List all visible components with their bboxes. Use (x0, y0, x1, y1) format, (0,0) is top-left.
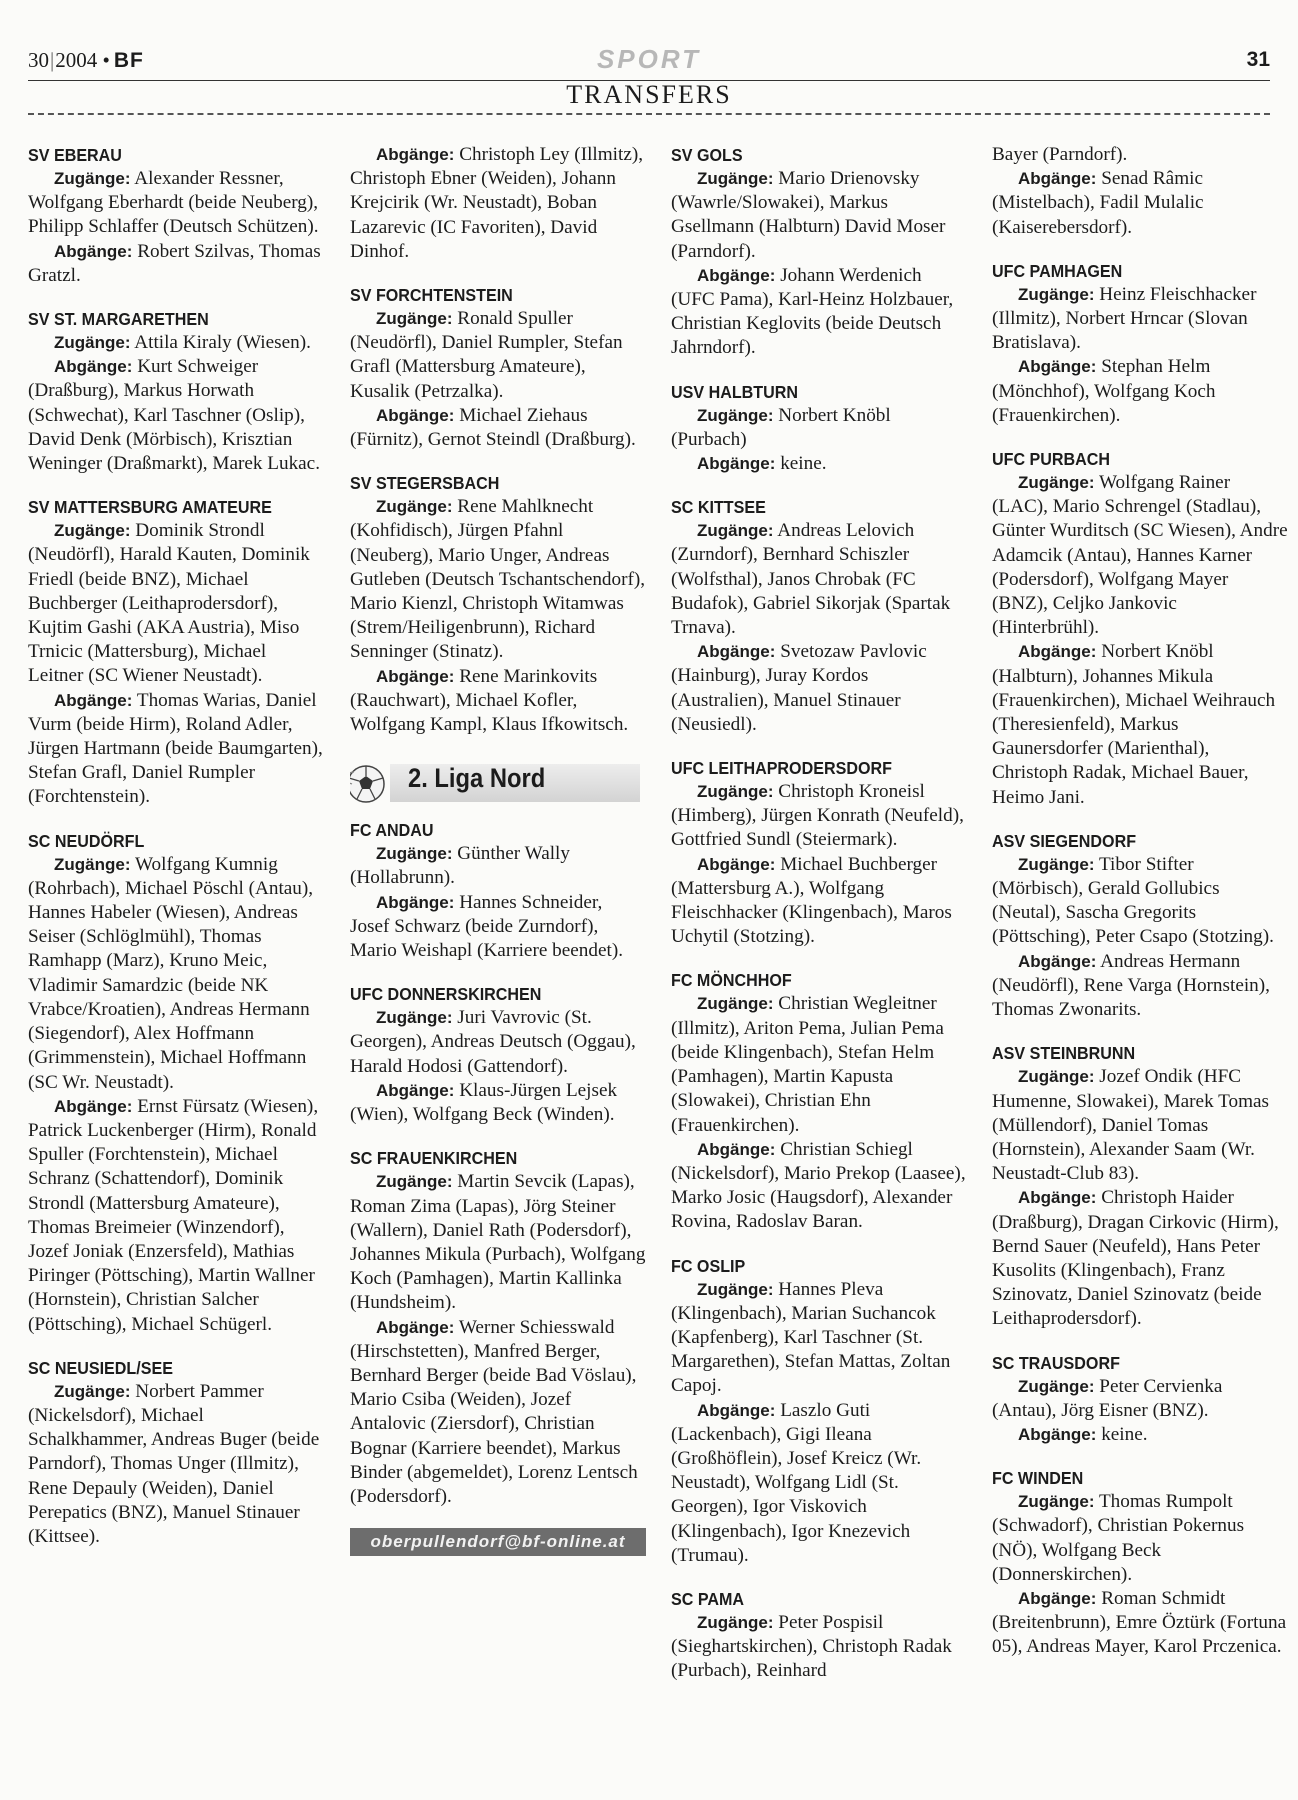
label-zugaenge: Zugänge: (697, 994, 774, 1014)
transfer-text: Juri Vavrovic (St. Georgen), Andreas Deutsch (Oggau), Harald Hodosi (Gattendorf). (350, 1007, 636, 1077)
club-block (28, 829, 324, 1337)
club-name: FC ANDAU (350, 820, 434, 841)
label-zugaenge: Zugänge: (697, 1279, 774, 1299)
club-name: USV HALBTURN (671, 381, 799, 402)
outgoing-transfers (992, 167, 1288, 240)
club-block (671, 143, 967, 361)
label-zugaenge: Zugänge: (1018, 1492, 1095, 1512)
label-abgaenge: Abgänge: (54, 357, 133, 377)
transfer-text: Christian Wegleitner (Illmitz), Ariton Pema, Julian Pema (beide Klingenbach), Stefan Helm (Pamhagen), Martin Kapusta (Slowakei), Christian Ehn (Frauenkirchen). (671, 993, 944, 1136)
label-abgaenge: Abgänge: (697, 454, 776, 474)
transfer-text: Laszlo Guti (Lackenbach), Gigi Ileana (Großhöflein), Josef Kreicz (Wr. Neustadt), Wolfgang Lidl (St. Georgen), Igor Viskovich (Klingenbach), Igor Knezevich (Trumau). (671, 1399, 922, 1566)
transfer-text: Attila Kiraly (Wiesen). (134, 332, 311, 354)
club-name: SC PAMA (671, 1588, 745, 1609)
outgoing-transfers (350, 891, 646, 964)
label-zugaenge: Zugänge: (376, 1172, 453, 1192)
label-abgaenge: Abgänge: (376, 1317, 455, 1337)
transfer-text: keine. (780, 453, 827, 475)
label-abgaenge: Abgänge: (1018, 1188, 1097, 1208)
club-block (28, 307, 324, 476)
label-zugaenge: Zugänge: (376, 497, 453, 517)
club-name: FC OSLIP (671, 1255, 746, 1276)
label-zugaenge: Zugänge: (376, 1008, 453, 1028)
club-name: SC FRAUENKIRCHEN (350, 1148, 518, 1169)
label-abgaenge: Abgänge: (1018, 951, 1097, 971)
label-abgaenge: Abgänge: (376, 405, 455, 425)
label-zugaenge: Zugänge: (376, 309, 453, 329)
transfer-text: Christoph Ley (Illmitz), Christoph Ebner (Weiden), Johann Krejcirik (Wr. Neustadt), Boban Lazarevic (IC Favoriten), David Dinhof. (350, 144, 644, 262)
transfer-text: Mario Drienovsky (Wawrle/Slowakei), Markus Gsellmann (Halbturn) David Moser (Parndorf). (671, 168, 946, 262)
transfer-text: Norbert Knöbl (Halbturn), Johannes Mikula (Frauenkirchen), Michael Weihrauch (Theresienfeld), Markus Gaunersdorfer (Marienthal), Christoph Radak, Michael Bauer, Heimo Jani. (992, 641, 1276, 808)
label-zugaenge: Zugänge: (1018, 1376, 1095, 1396)
transfer-text: Ronald Spuller (Neudörfl), Daniel Rumpler, Stefan Grafl (Mattersburg Amateure), Kusalik (Petrzalka). (350, 308, 623, 402)
incoming-transfers (671, 1611, 967, 1684)
incoming-transfers (28, 853, 324, 1095)
label-abgaenge: Abgänge: (697, 1400, 776, 1420)
club-name: SV ST. MARGARETHEN (28, 309, 209, 330)
outgoing-transfers (28, 1095, 324, 1337)
club-block (992, 259, 1288, 428)
transfer-text: Thomas Warias, Daniel Vurm (beide Hirm), Roland Adler, Jürgen Hartmann (beide Baumgarten), Stefan Grafl, Daniel Rumpler (Forchtenstein). (28, 689, 323, 808)
transfer-text: Klaus-Jürgen Lejsek (Wien), Wolfgang Beck (Winden). (350, 1079, 618, 1126)
transfer-text: Wolfgang Kumnig (Rohrbach), Michael Pöschl (Antau), Hannes Habeler (Wiesen), Andreas Seiser (Schlöglmühl), Thomas Ramhapp (Marz), Kruno Meic, Vladimir Samardzic (beide NK Vrabce/Kroatien), Andreas Hermann (Siegendorf), Alex Hoffmann (Grimmenstein), Michael Hoffmann (SC Wr. Neustadt). (28, 853, 314, 1093)
transfer-text: Stephan Helm (Mönchhof), Wolfgang Koch (Frauenkirchen). (992, 356, 1216, 426)
incoming-transfers (992, 283, 1288, 356)
club-block (992, 447, 1288, 810)
label-abgaenge: Abgänge: (1018, 169, 1097, 189)
transfer-text: Michael Ziehaus (Fürnitz), Gernot Steindl (Draßburg). (350, 404, 636, 451)
club-block (350, 283, 646, 452)
transfer-text: Thomas Rumpolt (Schwadorf), Christian Pokernus (NÖ), Wolfgang Beck (Donnerskirchen). (992, 1491, 1245, 1585)
page-title: TRANSFERS (566, 80, 732, 109)
club-block (28, 495, 324, 809)
club-name: ASV STEINBRUNN (992, 1043, 1136, 1064)
label-abgaenge: Abgänge: (697, 642, 776, 662)
transfer-text: Robert Szilvas, Thomas Gratzl. (28, 240, 321, 286)
label-zugaenge: Zugänge: (1018, 854, 1095, 874)
label-zugaenge: Zugänge: (697, 521, 774, 541)
label-zugaenge: Zugänge: (1018, 473, 1095, 493)
incoming-transfers (28, 167, 324, 240)
incoming-transfers (992, 1375, 1288, 1423)
club-name: UFC PAMHAGEN (992, 260, 1123, 281)
label-zugaenge: Zugänge: (697, 782, 774, 802)
label-abgaenge: Abgänge: (1018, 1424, 1097, 1444)
club-name: FC MÖNCHHOF (671, 970, 792, 991)
incoming-transfers (350, 842, 646, 890)
section-label: SPORT (596, 44, 702, 74)
club-name: SV MATTERSBURG AMATEURE (28, 497, 272, 518)
transfer-text: Kurt Schweiger (Draßburg), Markus Horwath (Schwechat), Karl Taschner (Oslip), David Denk (Mörbisch), Krisztian Weninger (Draßmarkt), Marek Lukac. (28, 356, 320, 475)
transfer-text: Wolfgang Rainer (LAC), Mario Schrengel (Stadlau), Günter Wurditsch (SC Wiesen), Andre Adamcik (Antau), Hannes Karner (Podersdorf), Wolfgang Mayer (BNZ), Celjko Jankovic (Hinterbrühl). (992, 472, 1288, 639)
label-abgaenge: Abgänge: (54, 241, 133, 261)
label-zugaenge: Zugänge: (54, 169, 131, 188)
outgoing-transfers (671, 1399, 967, 1568)
label-zugaenge: Zugänge: (697, 405, 774, 425)
incoming-transfers (671, 992, 967, 1137)
transfer-text: Johann Werdenich (UFC Pama), Karl-Heinz Holzbauer, Christian Keglovits (beide Deutsch Jahrndorf). (671, 264, 954, 359)
outgoing-transfers (350, 143, 646, 264)
outgoing-transfers (992, 950, 1288, 1023)
label-zugaenge: Zugänge: (1018, 1067, 1095, 1087)
transfer-text: Rene Mahlknecht (Kohfidisch), Jürgen Pfahnl (Neuberg), Mario Unger, Andreas Gutleben (Deutsch Tschantschendorf), Mario Kienzl, Christoph Witamwas (Strem/Heiligenbrunn), Richard Senninger (Stinatz). (350, 496, 646, 663)
club-block (992, 1466, 1288, 1659)
page-header (28, 44, 1270, 80)
incoming-transfers (350, 1170, 646, 1315)
label-abgaenge: Abgänge: (54, 1096, 133, 1116)
transfer-text: Alexander Ressner, Wolfgang Eberhardt (beide Neuberg), Philipp Schlaffer (Deutsch Schützen). (28, 168, 319, 238)
label-zugaenge: Zugänge: (54, 1381, 131, 1401)
article-columns (28, 143, 1288, 1793)
club-name: UFC PURBACH (992, 449, 1111, 470)
incoming-transfers (992, 471, 1288, 640)
outgoing-transfers (992, 1587, 1288, 1660)
club-block (350, 982, 646, 1127)
issue-info: 30|2004 • BF (28, 48, 144, 72)
transfer-text: Michael Buchberger (Mattersburg A.), Wolfgang Fleischhacker (Klingenbach), Maros Uchytil (Stotzing). (671, 853, 952, 948)
transfer-text: Senad Râmic (Mistelbach), Fadil Mulalic (Kaiserebersdorf). (992, 168, 1204, 238)
contact-email: oberpullendorf@bf-online.at (350, 1528, 646, 1556)
label-zugaenge: Zugänge: (697, 169, 774, 188)
incoming-transfers (992, 1490, 1288, 1587)
label-abgaenge: Abgänge: (376, 145, 455, 164)
club-block (992, 829, 1288, 1022)
outgoing-transfers (671, 1138, 967, 1235)
dashed-divider (28, 113, 1270, 115)
club-block (992, 1351, 1288, 1448)
club-name: UFC LEITHAPRODERSDORF (671, 758, 892, 779)
club-block (671, 380, 967, 477)
transfer-text: Christoph Haider (Draßburg), Dragan Cirkovic (Hirm), Bernd Sauer (Neufeld), Hans Peter Kusolits (Klingenbach), Franz Szinovatz, Daniel Szinovatz (beide Leithaprodersdorf). (992, 1187, 1279, 1330)
transfer-text: Dominik Strondl (Neudörfl), Harald Kauten, Dominik Friedl (beide BNZ), Michael Buchberger (Leithaprodersdorf), Kujtim Gashi (AKA Austria), Miso Trnicic (Mattersburg), Michael Leitner (SC Wiener Neustadt). (28, 520, 310, 687)
league-title: 2. Liga Nord (408, 763, 546, 794)
transfer-text: Svetozaw Pavlovic (Hainburg), Juray Kordos (Australien), Manuel Stinauer (Neusiedl). (671, 641, 927, 735)
label-abgaenge: Abgänge: (1018, 1588, 1097, 1608)
outgoing-transfers (350, 665, 646, 738)
transfer-text: Andreas Hermann (Neudörfl), Rene Varga (Hornstein), Thomas Zwonarits. (992, 950, 1270, 1021)
club-name: ASV SIEGENDORF (992, 830, 1137, 851)
transfer-text: Günther Wally (Hollabrunn). (350, 843, 570, 889)
transfer-text: Martin Sevcik (Lapas), Roman Zima (Lapas), Jörg Steiner (Wallern), Daniel Rath (Podersdorf), Johannes Mikula (Purbach), Wolfgang Koch (Pamhagen), Martin Kallinka (Hundsheim). (350, 1171, 646, 1314)
transfer-text: Werner Schiesswald (Hirschstetten), Manfred Berger, Bernhard Berger (beide Bad Vöslau), Mario Csiba (Weiden), Jozef Antalovic (Ziersdorf), Christian Bognar (Karriere beendet), Markus Binder (abgemeldet), Lorenz Lentsch (Podersdorf). (350, 1316, 638, 1507)
label-abgaenge: Abgänge: (376, 666, 455, 686)
transfer-text: Jozef Ondik (HFC Humenne, Slowakei), Marek Tomas (Müllendorf), Daniel Tomas (Hornstein), Alexander Saam (Wr. Neustadt-Club 83). (992, 1066, 1269, 1185)
transfer-continuation (992, 143, 1288, 167)
brand-logo: BF (113, 49, 144, 72)
outgoing-transfers (28, 689, 324, 810)
club-block (671, 1587, 967, 1684)
column-1 (28, 143, 324, 1793)
league-heading (350, 756, 646, 814)
club-name: SC TRAUSDORF (992, 1352, 1120, 1373)
outgoing-transfers (350, 1079, 646, 1127)
transfer-text: Norbert Knöbl (Purbach) (671, 404, 891, 450)
club-block (671, 756, 967, 949)
club-block (28, 1356, 324, 1549)
outgoing-transfers (350, 1316, 646, 1510)
transfer-text: Peter Cervienka (Antau), Jörg Eisner (BNZ). (992, 1375, 1223, 1421)
incoming-transfers (671, 404, 967, 452)
label-zugaenge: Zugänge: (697, 1612, 774, 1632)
outgoing-transfers (671, 452, 967, 476)
club-block (28, 143, 324, 288)
incoming-transfers (28, 519, 324, 688)
transfer-text: Christoph Kroneisl (Himberg), Jürgen Konrath (Neufeld), Gottfried Sundl (Steiermark). (671, 781, 964, 851)
soccer-ball-icon (350, 758, 390, 808)
transfer-text: Andreas Lelovich (Zurndorf), Bernhard Schiszler (Wolfsthal), Janos Chrobak (FC Budafok), Gabriel Sikorjak (Spartak Trnava). (671, 520, 951, 639)
label-abgaenge: Abgänge: (1018, 357, 1097, 377)
club-name: SC KITTSEE (671, 497, 766, 518)
club-block (992, 1041, 1288, 1331)
incoming-transfers (671, 1278, 967, 1399)
label-zugaenge: Zugänge: (54, 521, 131, 541)
label-abgaenge: Abgänge: (54, 690, 133, 710)
club-block (671, 968, 967, 1234)
incoming-transfers (992, 1065, 1288, 1186)
club-name: SV FORCHTENSTEIN (350, 285, 513, 306)
club-block (671, 1254, 967, 1568)
incoming-transfers (671, 780, 967, 853)
transfer-text: Hannes Schneider, Josef Schwarz (beide Zurndorf), Mario Weishapl (Karriere beendet). (350, 891, 623, 962)
transfer-text: Christian Schiegl (Nickelsdorf), Mario Prekop (Laasee), Marko Josic (Haugsdorf), Alexander Rovina, Radoslav Baran. (671, 1138, 966, 1233)
outgoing-transfers (28, 355, 324, 476)
column-2 (350, 143, 646, 1793)
label-zugaenge: Zugänge: (1018, 284, 1095, 304)
column-4 (992, 143, 1288, 1793)
club-block (671, 495, 967, 737)
label-abgaenge: Abgänge: (697, 854, 776, 874)
outgoing-transfers (671, 640, 967, 737)
transfer-text: Ernst Fürsatz (Wiesen), Patrick Luckenberger (Hirm), Ronald Spuller (Forchtenstein), Michael Schranz (Schattendorf), Dominik Strondl (Mattersburg Amateure), Thomas Breimeier (Winzendorf), Jozef Joniak (Enzersfeld), Mathias Piringer (Pöttsching), Martin Wallner (Hornstein), Christian Salcher (Pöttsching), Michael Schügerl. (28, 1095, 319, 1335)
page-number: 31 (1246, 48, 1270, 71)
label-abgaenge: Abgänge: (376, 1080, 455, 1100)
outgoing-transfers (992, 1186, 1288, 1331)
label-abgaenge: Abgänge: (697, 1139, 776, 1159)
club-block (350, 143, 646, 264)
label-abgaenge: Abgänge: (697, 265, 776, 285)
transfer-text: Roman Schmidt (Breitenbrunn), Emre Öztürk (Fortuna 05), Andreas Mayer, Karol Prczenica. (992, 1587, 1287, 1658)
transfer-text: Hannes Pleva (Klingenbach), Marian Suchancok (Kapfenberg), Karl Taschner (St. Margarethen), Stefan Mattas, Zoltan Capoj. (671, 1278, 951, 1397)
transfer-text: Norbert Pammer (Nickelsdorf), Michael Schalkhammer, Andreas Buger (beide Parndorf), Thomas Unger (Illmitz), Rene Depauly (Weiden), Daniel Perepatics (BNZ), Manuel Stinauer (Kittsee). (28, 1380, 320, 1547)
bullet: • (102, 48, 110, 72)
outgoing-transfers (992, 640, 1288, 809)
transfer-text: Heinz Fleischhacker (Illmitz), Norbert Hrncar (Slovan Bratislava). (992, 283, 1257, 354)
label-zugaenge: Zugänge: (376, 844, 453, 864)
club-name: SV EBERAU (28, 145, 122, 165)
club-block (350, 1146, 646, 1509)
issue-number: 30 (28, 48, 49, 72)
transfer-text: Tibor Stifter (Mörbisch), Gerald Gollubics (Neutal), Sascha Gregorits (Pöttsching), Peter Csapo (Stotzing). (992, 853, 1274, 948)
incoming-transfers (350, 307, 646, 404)
transfer-text: keine. (1101, 1423, 1148, 1445)
club-block (350, 471, 646, 737)
club-name: FC WINDEN (992, 1468, 1084, 1489)
outgoing-transfers (992, 1423, 1288, 1447)
club-name: UFC DONNERSKIRCHEN (350, 984, 542, 1005)
incoming-transfers (350, 1006, 646, 1079)
club-name: SC NEUSIEDL/SEE (28, 1357, 173, 1378)
outgoing-transfers (671, 264, 967, 361)
incoming-transfers (28, 331, 324, 355)
club-name: SV GOLS (671, 145, 743, 165)
incoming-transfers (28, 1380, 324, 1549)
incoming-transfers (671, 167, 967, 264)
club-block (992, 143, 1288, 240)
transfer-text: Rene Marinkovits (Rauchwart), Michael Kofler, Wolfgang Kampl, Klaus Ifkowitsch. (350, 665, 629, 736)
label-zugaenge: Zugänge: (54, 333, 131, 353)
outgoing-transfers (350, 404, 646, 452)
club-name: SC NEUDÖRFL (28, 830, 145, 851)
incoming-transfers (992, 853, 1288, 950)
label-zugaenge: Zugänge: (54, 854, 131, 874)
label-abgaenge: Abgänge: (1018, 642, 1097, 662)
outgoing-transfers (992, 355, 1288, 428)
column-3 (671, 143, 967, 1793)
transfer-text: Bayer (Parndorf). (992, 144, 1128, 165)
transfer-text: Peter Pospisil (Sieghartskirchen), Christoph Radak (Purbach), Reinhard (671, 1611, 952, 1682)
club-block (350, 818, 646, 963)
club-name: SV STEGERSBACH (350, 473, 500, 494)
outgoing-transfers (28, 240, 324, 288)
issue-year: 2004 (55, 48, 98, 72)
incoming-transfers (671, 519, 967, 640)
incoming-transfers (350, 495, 646, 664)
outgoing-transfers (671, 853, 967, 950)
label-abgaenge: Abgänge: (376, 892, 455, 912)
